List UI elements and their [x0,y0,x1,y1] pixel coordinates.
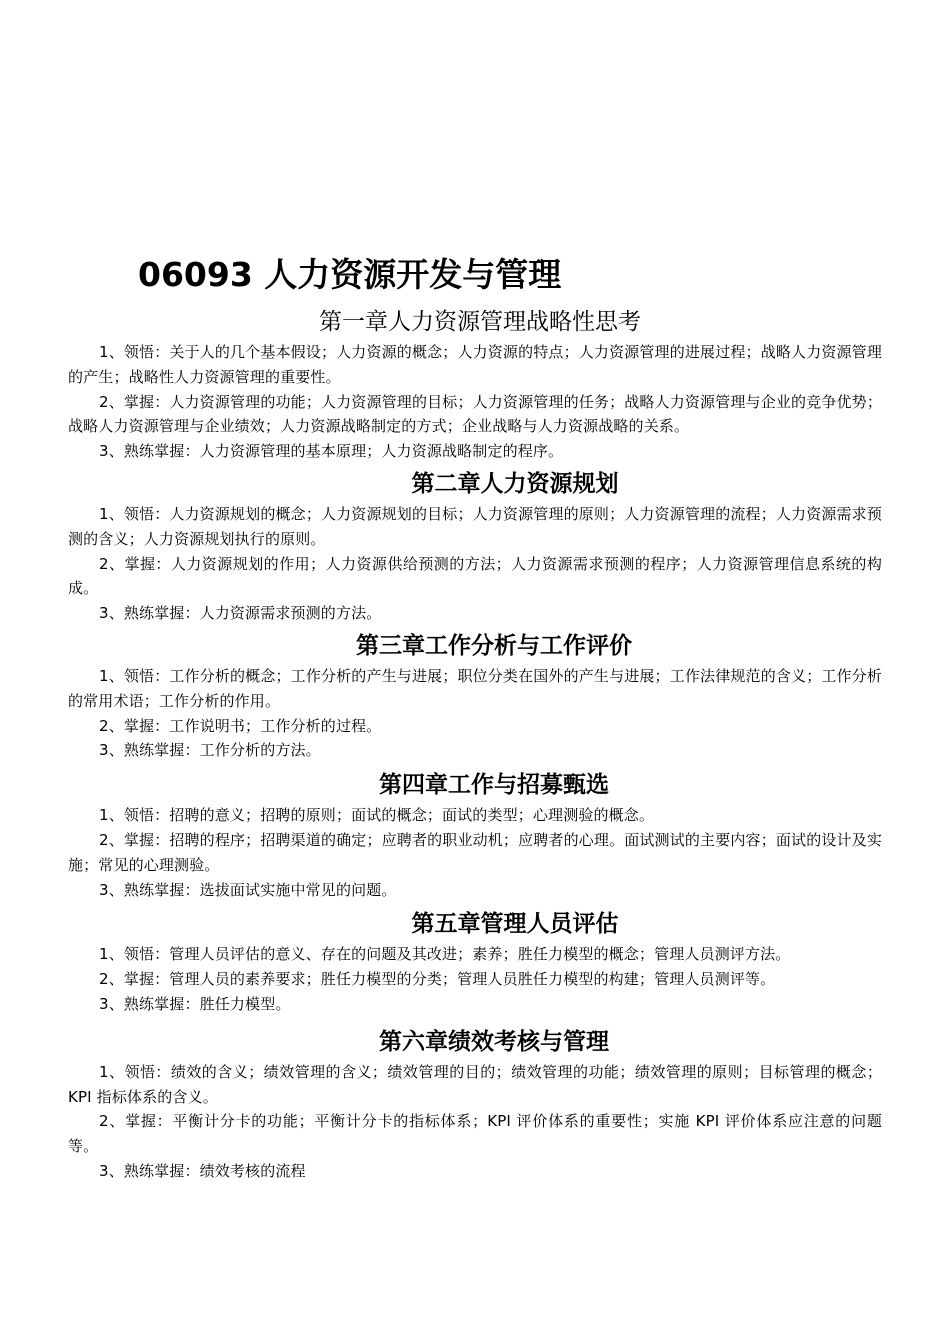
chapter-title: 第三章工作分析与工作评价 [356,632,632,659]
list-item: 1、领悟：关于人的几个基本假设；人力资源的概念；人力资源的特点；人力资源管理的进展过程；战略人力资源管理的产生；战略性人力资源管理的重要性。 [68,343,882,386]
document-title: 06093 人力资源开发与管理 [138,255,562,294]
chapter-5 [68,906,882,1016]
document-body [68,304,882,1184]
chapter-items [68,942,882,1016]
list-item: 3、熟练掌握：胜任力模型。 [99,994,291,1013]
list-item: 2、掌握：工作说明书；工作分析的过程。 [99,716,382,735]
list-item: 2、掌握：人力资源管理的功能；人力资源管理的目标；人力资源管理的任务；战略人力资源管理与企业的竞争优势；战略人力资源管理与企业绩效；人力资源战略制定的方式；企业战略与人力资源战略的关系。 [68,392,882,436]
chapter-items [68,803,882,902]
chapter-1 [68,304,882,464]
chapter-4 [68,767,882,902]
list-item: 3、熟练掌握：人力资源管理的基本原理；人力资源战略制定的程序。 [99,442,564,461]
list-item: 3、熟练掌握：人力资源需求预测的方法。 [99,604,382,623]
chapter-items [68,664,882,763]
chapter-title: 第六章绩效考核与管理 [379,1028,609,1055]
list-item: 1、领悟：管理人员评估的意义、存在的问题及其改进；素养；胜任力模型的概念；管理人员测评方法。 [99,945,791,964]
chapter-items [68,1060,882,1184]
list-item: 1、领悟：绩效的含义；绩效管理的含义；绩效管理的目的；绩效管理的功能；绩效管理的原则；目标管理的概念；KPI 指标体系的含义。 [68,1062,882,1106]
list-item: 2、掌握：招聘的程序；招聘渠道的确定；应聘者的职业动机；应聘者的心理。面试测试的主要内容；面试的设计及实施；常见的心理测验。 [68,830,882,874]
list-item: 2、掌握：管理人员的素养要求；胜任力模型的分类；管理人员胜任力模型的构建；管理人员测评等。 [99,970,776,989]
chapter-6 [68,1024,882,1184]
list-item: 2、掌握：人力资源规划的作用；人力资源供给预测的方法；人力资源需求预测的程序；人力资源管理信息系统的构成。 [68,554,882,598]
chapter-title: 第一章人力资源管理战略性思考 [319,309,641,335]
list-item: 3、熟练掌握：工作分析的方法。 [99,741,321,760]
chapter-items [68,502,882,626]
chapter-title: 第二章人力资源规划 [411,470,619,497]
chapter-3 [68,628,882,763]
chapter-title: 第四章工作与招募甄选 [379,772,609,799]
chapter-items [68,340,882,464]
chapter-title: 第五章管理人员评估 [411,911,619,938]
list-item: 3、熟练掌握：绩效考核的流程 [99,1161,306,1180]
chapter-2 [68,466,882,626]
list-item: 2、掌握：平衡计分卡的功能；平衡计分卡的指标体系；KPI 评价体系的重要性；实施 KPI 评价体系应注意的问题等。 [68,1112,882,1156]
list-item: 1、领悟：工作分析的概念；工作分析的产生与进展；职位分类在国外的产生与进展；工作法律规范的含义；工作分析的常用术语；工作分析的作用。 [68,666,882,710]
list-item: 1、领悟：招聘的意义；招聘的原则；面试的概念；面试的类型；心理测验的概念。 [99,806,655,825]
list-item: 1、领悟：人力资源规划的概念；人力资源规划的目标；人力资源管理的原则；人力资源管理的流程；人力资源需求预测的含义；人力资源规划执行的原则。 [68,504,882,548]
list-item: 3、熟练掌握：选拔面试实施中常见的问题。 [99,880,397,899]
